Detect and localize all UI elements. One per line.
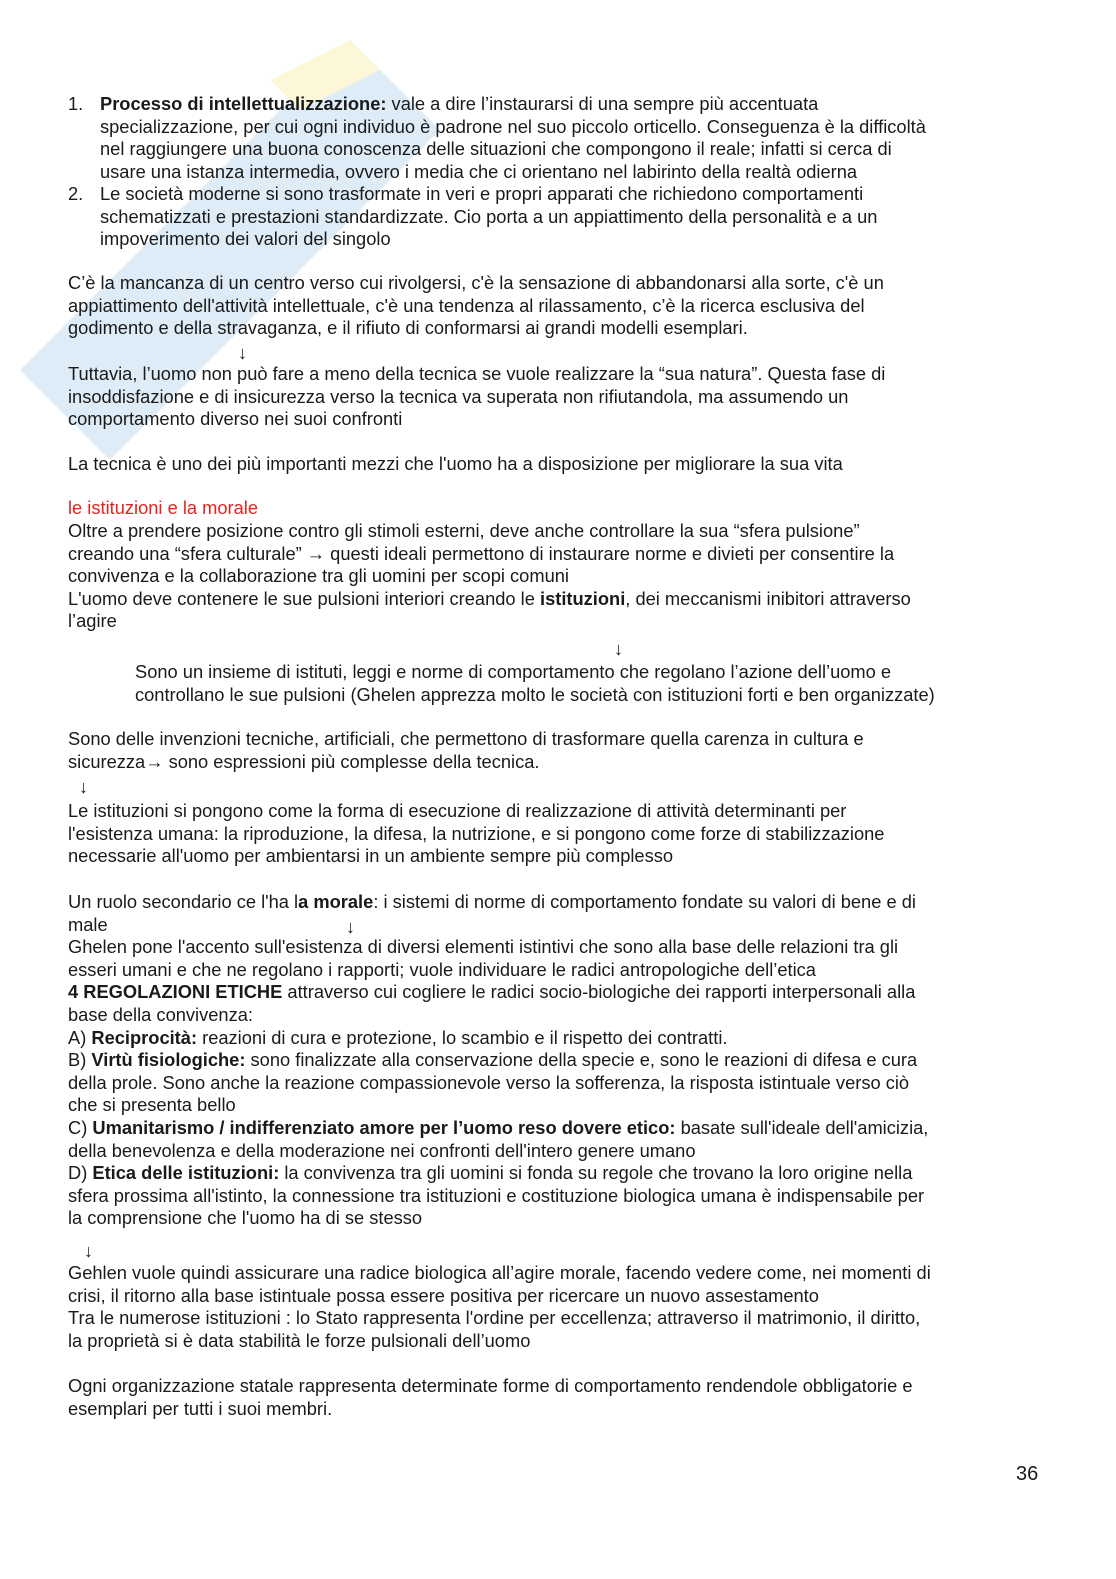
- text-line: sicurezza→ sono espressioni più complesse della tecnica.: [68, 750, 540, 772]
- text: basate sull'ideale dell'amicizia,: [675, 1116, 929, 1138]
- text-line: usare una istanza intermedia, ovvero i media che ci orientano nel labirinto della realtà odierna: [100, 160, 858, 182]
- text-line: vale a dire l’instaurarsi di una sempre più accentuata: [386, 93, 819, 114]
- down-arrow-icon: ↓: [238, 343, 247, 363]
- text-line: necessarie all'uomo per ambientarsi in un ambiente sempre più complesso: [68, 845, 674, 867]
- text-line: base della convivenza:: [68, 1003, 253, 1025]
- list-number: 1.: [68, 93, 84, 114]
- term: Umanitarismo / indifferenziato amore per l’uomo reso dovere etico:: [92, 1116, 676, 1138]
- text-line: schematizzati e prestazioni standardizzate. Cio porta a un appiattimento della personalità e a un: [100, 205, 878, 227]
- down-arrow-icon: ↓: [614, 639, 623, 659]
- text-line: Tra le numerose istituzioni : lo Stato rappresenta l'ordine per eccellenza; attraverso il matrimonio, il diritto,: [68, 1307, 921, 1329]
- text-line: della benevolenza e della moderazione nei confronti dell'intero genere umano: [68, 1139, 696, 1161]
- paragraph: [68, 891, 1068, 1230]
- text-line: specializzazione, per cui ogni individuo è padrone nel suo piccolo orticello. Conseguenza è la difficoltà: [100, 115, 926, 137]
- text: reazioni di cura e protezione, lo scambio e il rispetto dei contratti.: [197, 1026, 728, 1048]
- section-heading: le istituzioni e la morale: [68, 497, 259, 518]
- down-arrow-icon: ↓: [79, 777, 88, 797]
- text-line: controllano le sue pulsioni (Ghelen apprezza molto le società con istituzioni forti e ben organizzate): [135, 683, 935, 705]
- text: attraverso cui cogliere le radici socio-biologiche dei rapporti interpersonali alla: [282, 981, 916, 1003]
- text-line: crisi, il ritorno alla base istintuale possa essere positiva per ricercare un nuovo assestamento: [68, 1284, 819, 1306]
- down-arrow-icon: ↓: [84, 1241, 93, 1261]
- item-label: D): [68, 1162, 93, 1184]
- text-line: la proprietà si è data stabilità le forze pulsionali dell’uomo: [68, 1329, 531, 1351]
- text: Un ruolo secondario ce l'ha l: [68, 891, 299, 912]
- item-label: C): [68, 1116, 93, 1138]
- paragraph: [68, 1262, 1068, 1352]
- paragraph: [68, 272, 1068, 340]
- text-line: della prole. Sono anche la reazione compassionevole verso la sofferenza, la risposta istintuale verso ciò: [68, 1071, 910, 1093]
- item-label: A): [68, 1026, 92, 1048]
- paragraph: [68, 1375, 1068, 1420]
- list-item-2: [68, 183, 1100, 251]
- text-line: appiattimento dell'attività intellettuale, c'è una tendenza al rilassamento, c’è la ricerca esclusiva del: [68, 294, 865, 316]
- text-line: Oltre a prendere posizione contro gli stimoli esterni, deve anche controllare la sua “sfera pulsione”: [68, 520, 860, 541]
- text-line: l’agire: [68, 610, 117, 632]
- text-line: comportamento diverso nei suoi confronti: [68, 408, 403, 430]
- down-arrow-icon: ↓: [346, 917, 355, 937]
- text-line: esemplari per tutti i suoi membri.: [68, 1397, 333, 1419]
- item-label: B): [68, 1049, 92, 1071]
- text-line: impoverimento dei valori del singolo: [100, 228, 391, 250]
- term: Etica delle istituzioni:: [92, 1162, 280, 1184]
- text: , dei meccanismi inibitori attraverso: [625, 587, 911, 609]
- text-line: creando una “sfera culturale” → questi ideali permettono di instaurare norme e divieti per consentire la: [68, 542, 895, 564]
- paragraph: [68, 800, 1068, 868]
- text-line: Sono delle invenzioni tecniche, artificiali, che permettono di trasformare quella carenza in cultura e: [68, 728, 864, 749]
- term: Virtù fisiologiche:: [91, 1049, 246, 1071]
- paragraph: [68, 520, 1068, 633]
- text-line: esseri umani e che ne regolano i rapporti; vuole individuare le radici antropologiche dell’etica: [68, 958, 816, 980]
- term: 4 REGOLAZIONI ETICHE: [68, 981, 283, 1003]
- list-item-1: [68, 93, 1100, 183]
- term: Processo di intellettualizzazione:: [100, 93, 387, 114]
- text: : i sistemi di norme di comportamento fondate su valori di bene e di: [373, 891, 916, 912]
- text-line: convivenza e la collaborazione tra gli uomini per scopi comuni: [68, 565, 569, 587]
- paragraph: [68, 728, 1068, 773]
- text-line: Gehlen vuole quindi assicurare una radice biologica all’agire morale, facendo vedere come, nei momenti di: [68, 1262, 931, 1283]
- text-line: che si presenta bello: [68, 1094, 236, 1116]
- text-line: male: [68, 913, 108, 935]
- term: Reciprocità:: [91, 1026, 198, 1048]
- text-line: La tecnica è uno dei più importanti mezzi che l'uomo ha a disposizione per migliorare la sua vita: [68, 453, 843, 474]
- text-line: godimento e della stravaganza, e il rifiuto di conformarsi ai grandi modelli esemplari.: [68, 317, 748, 339]
- text-line: Tuttavia, l’uomo non può fare a meno della tecnica se vuole realizzare la “sua natura”. Questa fase di: [68, 363, 886, 384]
- text-line: Sono un insieme di istituti, leggi e norme di comportamento che regolano l’azione dell’uomo e: [135, 661, 892, 682]
- text-line: insoddisfazione e di insicurezza verso la tecnica va superata non rifiutandola, ma assumendo un: [68, 385, 849, 407]
- paragraph: [68, 453, 1068, 476]
- list-number: 2.: [68, 183, 84, 204]
- text-line: Le società moderne si sono trasformate in veri e propri apparati che richiedono comportamenti: [100, 183, 864, 204]
- text-line: sfera prossima all'istinto, la connessione tra istituzioni e costituzione biologica umana è indispensabile per: [68, 1184, 925, 1206]
- page-number: 36: [1016, 1463, 1039, 1485]
- text: sono finalizzate alla conservazione della specie e, sono le reazioni di difesa e cura: [245, 1049, 918, 1071]
- text-line: nel raggiungere una buona conoscenza delle situazioni che compongono il reale; infatti si cerca di: [100, 138, 892, 160]
- term: istituzioni: [539, 587, 626, 609]
- paragraph: [68, 363, 1068, 431]
- text-line: Ogni organizzazione statale rappresenta determinate forme di comportamento rendendole obbligatorie e: [68, 1375, 913, 1396]
- text-line: Ghelen pone l'accento sull'esistenza di diversi elementi istintivi che sono alla base delle relazioni tra gli: [68, 936, 899, 958]
- text: la convivenza tra gli uomini si fonda su regole che trovano la loro origine nella: [279, 1162, 913, 1184]
- term: a morale: [298, 891, 374, 912]
- text: L'uomo deve contenere le sue pulsioni interiori creando le: [68, 587, 540, 609]
- text-line: l'esistenza umana: la riproduzione, la difesa, la nutrizione, e si pongono come forze di stabilizzazione: [68, 822, 885, 844]
- text-line: Le istituzioni si pongono come la forma di esecuzione di realizzazione di attività determinanti per: [68, 800, 847, 821]
- text-line: C’è la mancanza di un centro verso cui rivolgersi, c'è la sensazione di abbandonarsi alla sorte, c'è un: [68, 272, 884, 293]
- indented-paragraph: [135, 661, 1116, 706]
- text-line: la comprensione che l'uomo ha di se stesso: [68, 1207, 423, 1229]
